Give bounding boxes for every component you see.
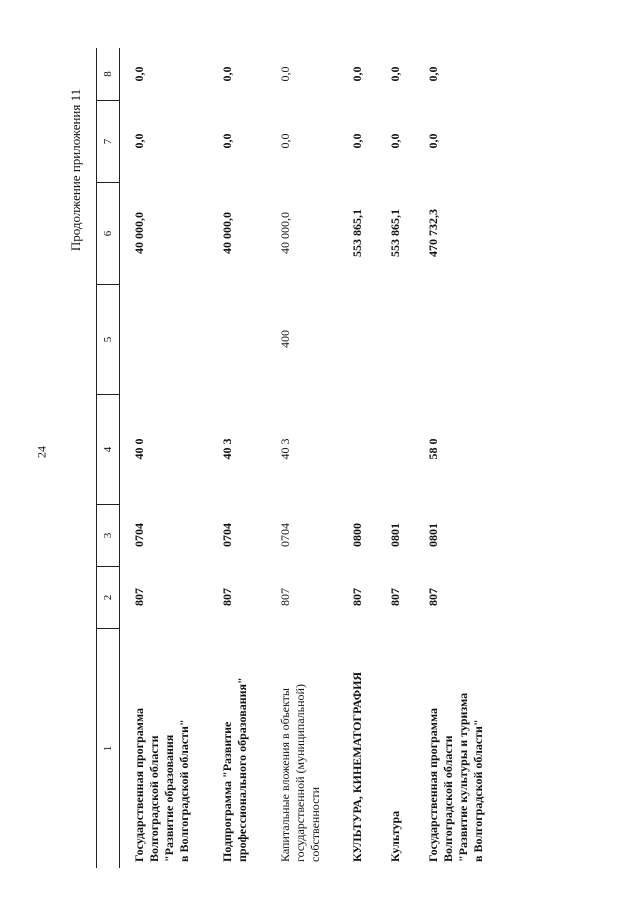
- cell-col-6: 553 865,1: [350, 209, 364, 257]
- row-name: [388, 634, 403, 862]
- row-name: [278, 634, 323, 862]
- row-name-line: Подпрограмма "Развитие: [220, 721, 234, 862]
- cell-col-4: 40 0: [132, 438, 146, 460]
- cell-col-3: 0801: [426, 523, 440, 547]
- cell-col-4: 40 3: [220, 438, 234, 460]
- row-name-line: Культура: [388, 810, 402, 862]
- row-name-line: КУЛЬТУРА, КИНЕМАТОГРАФИЯ: [350, 671, 364, 862]
- cell-col-7: 0,0: [388, 133, 402, 149]
- row-name: [426, 634, 486, 862]
- row-name-line: государственной (муниципальной): [293, 684, 307, 862]
- table-row: [384, 48, 422, 868]
- row-name-line: "Развитие образования: [162, 734, 176, 862]
- cell-col-2: 807: [388, 588, 402, 606]
- page-number: 24: [34, 446, 49, 458]
- cell-col-3: 0704: [132, 523, 146, 547]
- cell-col-5: 400: [278, 330, 292, 348]
- row-name-line: профессионального образования": [235, 677, 249, 862]
- cell-col-3: 0704: [278, 523, 292, 547]
- table-row: [216, 48, 274, 868]
- header-col-2: 2: [97, 566, 119, 628]
- cell-col-8: 0,0: [220, 66, 234, 82]
- cell-col-6: 40 000,0: [220, 212, 234, 254]
- header-col-4: 4: [97, 394, 119, 504]
- row-name-line: в Волгоградской области": [177, 719, 191, 862]
- row-name: [350, 634, 365, 862]
- row-name-line: Волгоградской области: [441, 735, 455, 862]
- cell-col-6: 553 865,1: [388, 209, 402, 257]
- header-col-3: 3: [97, 504, 119, 566]
- header-col-8: 8: [102, 71, 114, 77]
- cell-col-6: 40 000,0: [278, 212, 292, 254]
- row-name-line: собственности: [308, 786, 322, 862]
- cell-col-2: 807: [278, 588, 292, 606]
- row-name-line: в Волгоградской области": [471, 719, 485, 862]
- table-header-row: [96, 48, 120, 868]
- appendix-caption: Продолжение приложения 11: [68, 88, 83, 252]
- cell-col-8: 0,0: [278, 66, 292, 82]
- row-name-line: Государственная программа: [132, 707, 146, 862]
- budget-table: [96, 48, 496, 868]
- cell-col-3: 0801: [388, 523, 402, 547]
- cell-col-8: 0,0: [350, 66, 364, 82]
- table-row: [346, 48, 384, 868]
- header-col-1: 1: [97, 628, 119, 868]
- table-row: [128, 48, 216, 868]
- cell-col-8: 0,0: [388, 66, 402, 82]
- cell-col-4: 58 0: [426, 438, 440, 460]
- cell-col-3: 0800: [350, 523, 364, 547]
- cell-col-3: 0704: [220, 523, 234, 547]
- cell-col-2: 807: [426, 588, 440, 606]
- header-col-7: 7: [97, 100, 119, 182]
- row-name: [220, 634, 250, 862]
- row-name-line: Государственная программа: [426, 707, 440, 862]
- cell-col-2: 807: [350, 588, 364, 606]
- cell-col-7: 0,0: [350, 133, 364, 149]
- budget-table-frame: [96, 48, 496, 868]
- cell-col-7: 0,0: [220, 133, 234, 149]
- cell-col-2: 807: [132, 588, 146, 606]
- cell-col-6: 470 732,3: [426, 209, 440, 257]
- table-row: [274, 48, 346, 868]
- cell-col-8: 0,0: [426, 66, 440, 82]
- cell-col-2: 807: [220, 588, 234, 606]
- row-name: [132, 634, 192, 862]
- cell-col-4: 40 3: [278, 438, 292, 460]
- table-row: [422, 48, 496, 868]
- cell-col-8: 0,0: [132, 66, 146, 82]
- row-name-line: Волгоградской области: [147, 735, 161, 862]
- cell-col-7: 0,0: [278, 133, 292, 149]
- cell-col-6: 40 000,0: [132, 212, 146, 254]
- header-col-6: 6: [97, 182, 119, 284]
- cell-col-7: 0,0: [426, 133, 440, 149]
- cell-col-7: 0,0: [132, 133, 146, 149]
- header-col-5: 5: [97, 284, 119, 394]
- row-name-line: "Развитие культуры и туризма: [456, 692, 470, 862]
- row-name-line: Капитальные вложения в объекты: [278, 688, 292, 862]
